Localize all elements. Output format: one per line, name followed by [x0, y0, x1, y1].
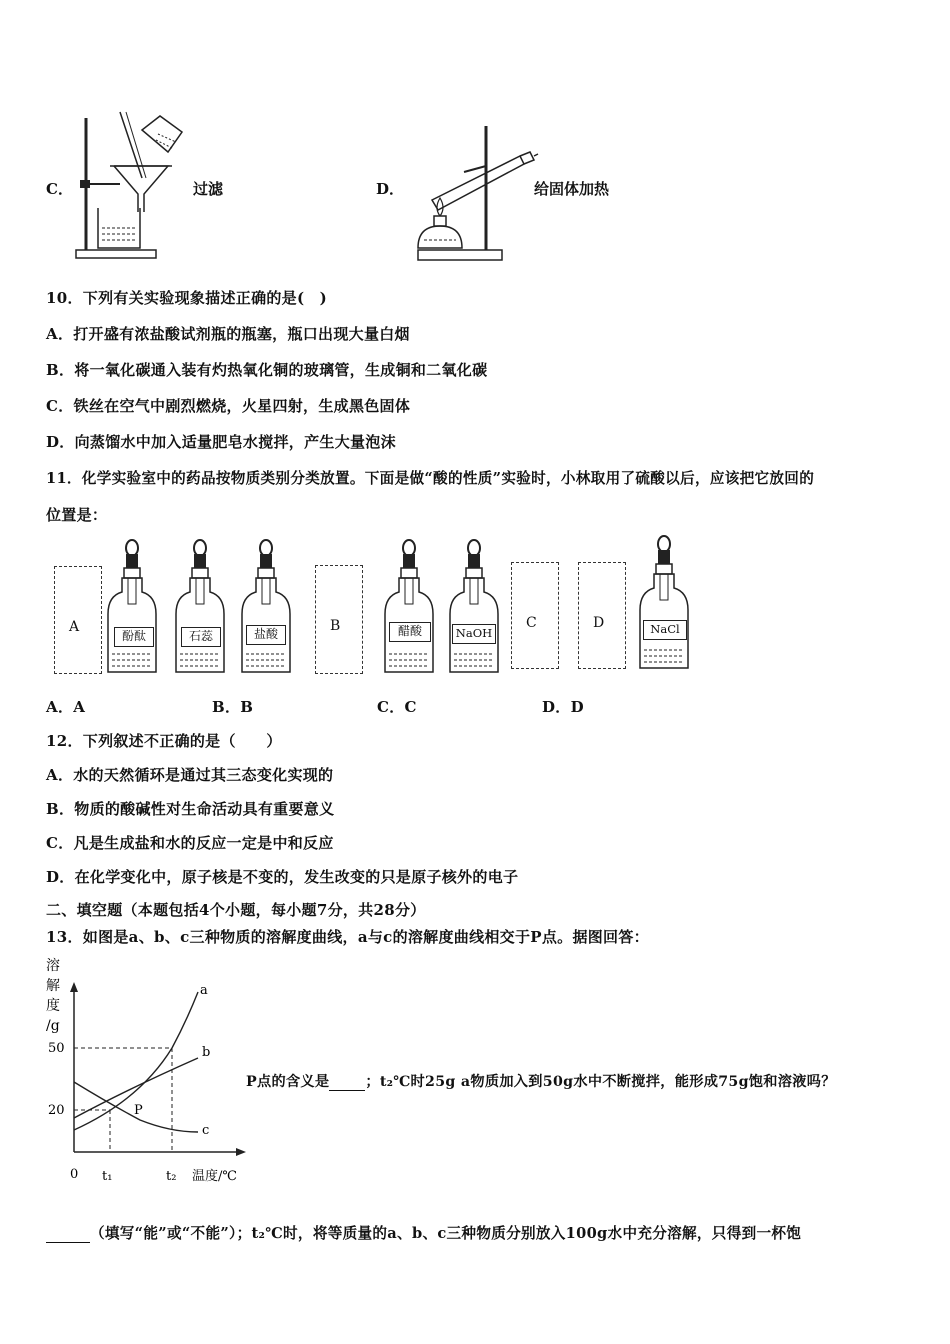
bottle-acetic-acid	[381, 538, 437, 678]
y-axis-arrow	[70, 982, 78, 992]
bottle-label-phenolphthalein: 酚酞	[114, 627, 154, 647]
bottle-sodium-chloride	[636, 534, 692, 674]
x-tick-t1: t₁	[102, 1169, 113, 1184]
q13-continuation	[46, 1222, 801, 1243]
bottle-sodium-hydroxide	[446, 538, 502, 678]
x-tick-0: 0	[70, 1167, 79, 1182]
series-label-c: c	[202, 1123, 210, 1138]
bottle-litmus	[172, 538, 228, 678]
section-2-heading: 二、填空题（本题包括4个小题，每小题7分，共28分）	[46, 901, 426, 919]
q12-option-a: A．水的天然循环是通过其三态变化实现的	[46, 766, 334, 784]
q12-stem: 12．下列叙述不正确的是（ ）	[46, 732, 282, 750]
q10-option-a: A．打开盛有浓盐酸试剂瓶的瓶塞，瓶口出现大量白烟	[46, 325, 410, 343]
shelf-slot-c: C	[511, 562, 559, 669]
q10-option-c: C．铁丝在空气中剧烈燃烧，火星四射，生成黑色固体	[46, 397, 411, 415]
bottle-label-litmus: 石蕊	[181, 627, 221, 647]
y-label-char-3: 度	[46, 998, 60, 1014]
shelf-slot-b: B	[315, 565, 363, 674]
q12-option-b: B．物质的酸碱性对生命活动具有重要意义	[46, 800, 335, 818]
q10-option-b: B．将一氧化碳通入装有灼热氧化铜的玻璃管，生成铜和二氧化碳	[46, 361, 488, 379]
q11-stem-line1: 11．化学实验室中的药品按物质类别分类放置。下面是做“酸的性质”实验时，小林取用了硫酸以后，应该把它放回的	[46, 470, 815, 487]
y-label-char-2: 解	[46, 978, 60, 994]
q10-stem: 10．下列有关实验现象描述正确的是( )	[46, 289, 328, 307]
option-c-letter: C．	[46, 180, 73, 198]
q12-option-d: D．在化学变化中，原子核是不变的，发生改变的只是原子核外的电子	[46, 868, 519, 886]
q11-answer-c: C．C	[377, 698, 417, 716]
bottle-label-hydrochloric-acid: 盐酸	[246, 625, 286, 645]
filtration-apparatus-figure	[70, 108, 190, 264]
bottle-label-sodium-chloride: NaCl	[643, 620, 687, 640]
solid-heating-apparatus-figure	[400, 118, 540, 264]
x-axis-arrow	[236, 1148, 246, 1156]
bottle-label-sodium-hydroxide: NaOH	[452, 624, 496, 644]
q13-answer-blank-2[interactable]	[46, 1225, 90, 1243]
y-tick-50: 50	[48, 1041, 65, 1056]
x-axis-label: 温度/℃	[192, 1169, 237, 1184]
solubility-chart	[40, 952, 260, 1192]
y-label-char-1: 溶	[46, 958, 60, 974]
bottle-label-acetic-acid: 醋酸	[389, 622, 431, 642]
option-c-label: 过滤	[193, 180, 224, 198]
y-label-char-4: /g	[46, 1018, 60, 1034]
shelf-slot-d: D	[578, 562, 626, 669]
q13-continuation-text: （填写“能”或“不能”）；t₂℃时，将等质量的a、b、c三种物质分别放入100g水中充分溶解，只得到一杯饱	[90, 1225, 802, 1242]
x-tick-t2: t₂	[166, 1169, 177, 1184]
q11-stem-line2: 位置是：	[46, 506, 108, 524]
point-p-label: P	[134, 1103, 143, 1118]
series-label-b: b	[202, 1045, 211, 1060]
y-tick-20: 20	[48, 1103, 65, 1118]
q11-answer-a: A．A	[46, 698, 86, 716]
q13-prompt	[246, 1071, 836, 1091]
q13-answer-blank-1[interactable]	[329, 1074, 365, 1091]
shelf-slot-a: A	[54, 566, 102, 674]
bottle-hydrochloric-acid	[238, 538, 294, 678]
q13-prompt-part2: ；t₂℃时25g a物质加入到50g水中不断搅拌，能形成75g饱和溶液吗？	[365, 1074, 836, 1090]
bottle-phenolphthalein	[104, 538, 160, 678]
q12-option-c: C．凡是生成盐和水的反应一定是中和反应	[46, 834, 334, 852]
series-label-a: a	[200, 983, 208, 998]
q11-answer-d: D．D	[542, 698, 584, 716]
q11-answer-b: B．B	[212, 698, 254, 716]
q13-stem: 13．如图是a、b、c三种物质的溶解度曲线，a与c的溶解度曲线相交于P点。据图回答：	[46, 928, 649, 946]
q10-option-d: D．向蒸馏水中加入适量肥皂水搅拌，产生大量泡沫	[46, 433, 396, 451]
option-d-letter: D．	[376, 180, 405, 198]
option-d-label: 给固体加热	[534, 180, 610, 198]
q13-prompt-part1: P点的含义是	[246, 1074, 330, 1090]
